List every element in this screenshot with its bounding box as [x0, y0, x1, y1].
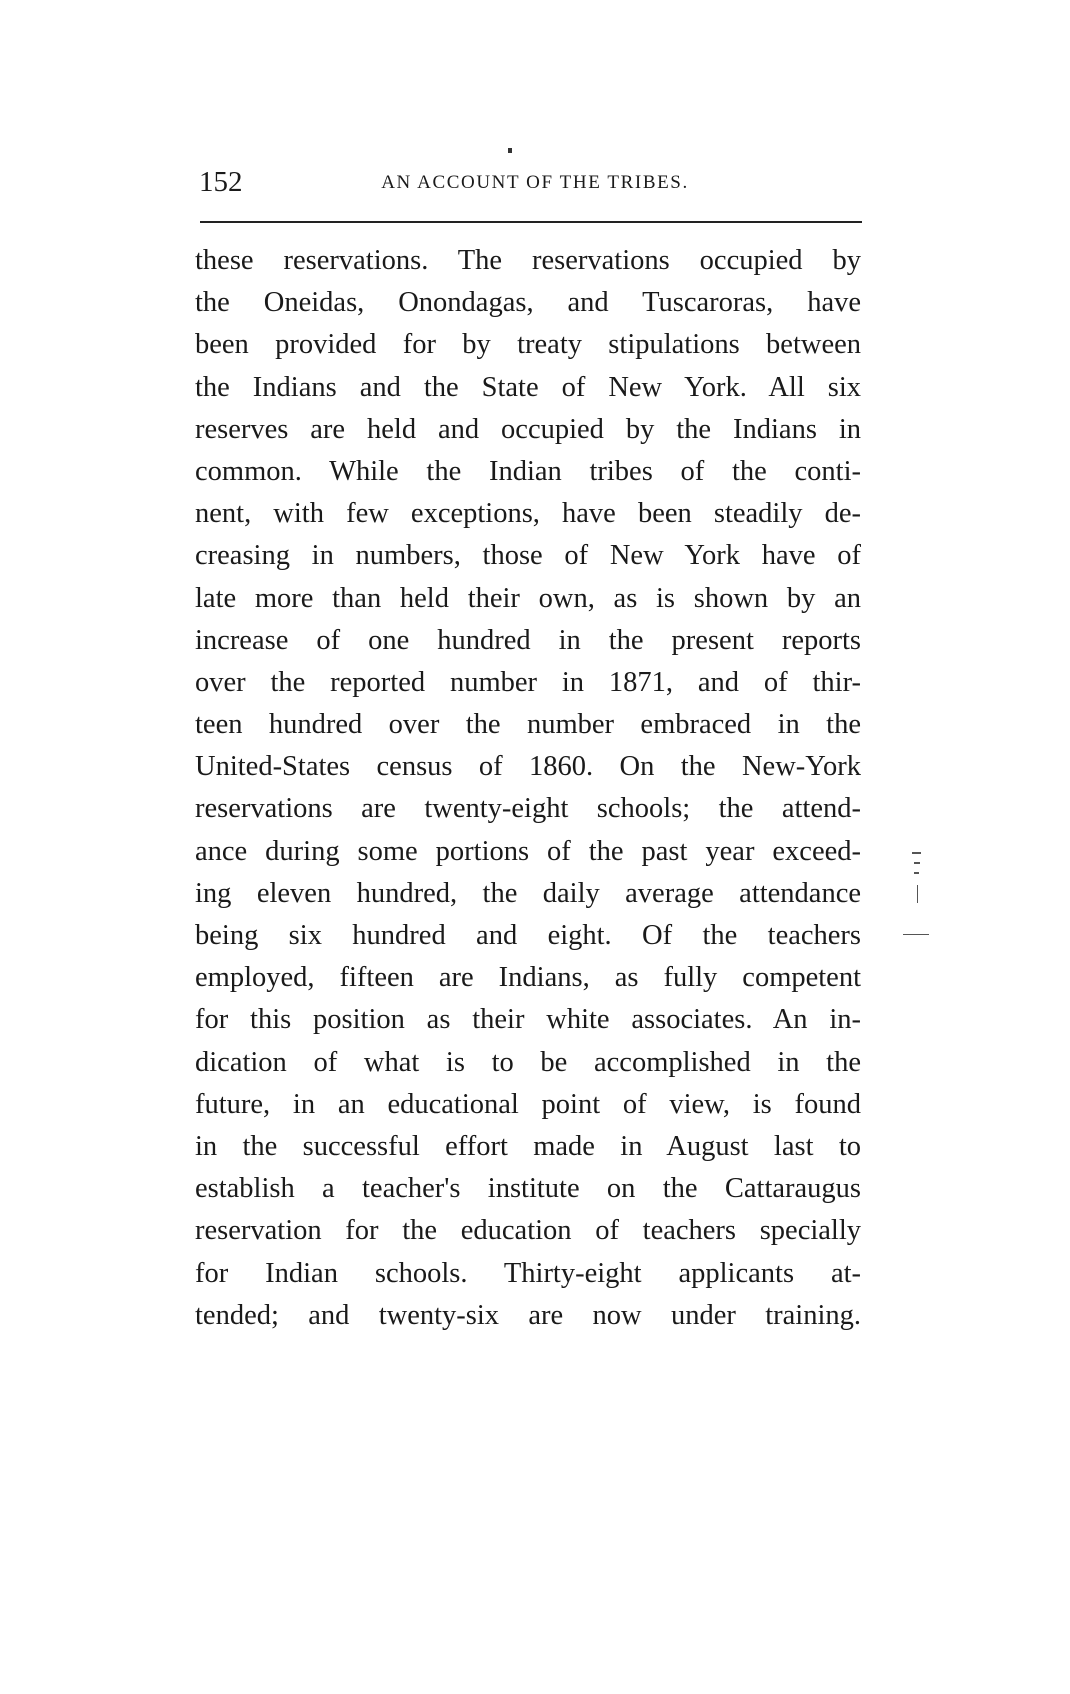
- margin-mark: [917, 885, 918, 903]
- text-line: creasing in numbers, those of New York have of: [195, 540, 861, 572]
- text-line: employed, fifteen are Indians, as fully competent: [195, 962, 861, 994]
- text-line: ance during some portions of the past year exceed-: [195, 835, 861, 867]
- text-line: tended; and twenty-six are now under training.: [195, 1299, 861, 1331]
- text-line: common. While the Indian tribes of the conti-: [195, 455, 861, 487]
- text-line: teen hundred over the number embraced in the: [195, 709, 861, 741]
- page-number: 152: [199, 166, 243, 198]
- margin-mark: [914, 862, 920, 864]
- margin-mark: [914, 872, 919, 874]
- margin-dot: [508, 148, 512, 153]
- text-line: increase of one hundred in the present reports: [195, 624, 861, 656]
- text-line: establish a teacher's institute on the Cattaraugus: [195, 1173, 861, 1205]
- text-line: reservations are twenty-eight schools; the attend-: [195, 793, 861, 825]
- text-line: late more than held their own, as is shown by an: [195, 582, 861, 614]
- text-line: dication of what is to be accomplished in the: [195, 1046, 861, 1078]
- text-line: in the successful effort made in August last to: [195, 1130, 861, 1162]
- text-line: future, in an educational point of view, is found: [195, 1088, 861, 1120]
- text-line: been provided for by treaty stipulations between: [195, 329, 861, 361]
- text-line: the Indians and the State of New York. All six: [195, 371, 861, 403]
- margin-mark: [903, 934, 929, 935]
- running-title: AN ACCOUNT OF THE TRIBES.: [381, 172, 689, 193]
- text-line: for this position as their white associates. An in-: [195, 1004, 861, 1036]
- text-line: the Oneidas, Onondagas, and Tuscaroras, have: [195, 287, 861, 319]
- text-line: for Indian schools. Thirty-eight applicants at-: [195, 1257, 861, 1289]
- header-rule: [200, 221, 862, 223]
- margin-mark: [912, 852, 921, 854]
- text-line: these reservations. The reservations occupied by: [195, 245, 861, 276]
- text-line: United-States census of 1860. On the New-York: [195, 751, 861, 783]
- body-text: [195, 240, 861, 1337]
- text-line: reservation for the education of teachers specially: [195, 1215, 861, 1247]
- text-line: reserves are held and occupied by the Indians in: [195, 413, 861, 445]
- text-line: over the reported number in 1871, and of thir-: [195, 666, 861, 698]
- text-line: being six hundred and eight. Of the teachers: [195, 920, 861, 951]
- text-line: ing eleven hundred, the daily average attendance: [195, 877, 861, 909]
- text-line: nent, with few exceptions, have been steadily de-: [195, 498, 861, 530]
